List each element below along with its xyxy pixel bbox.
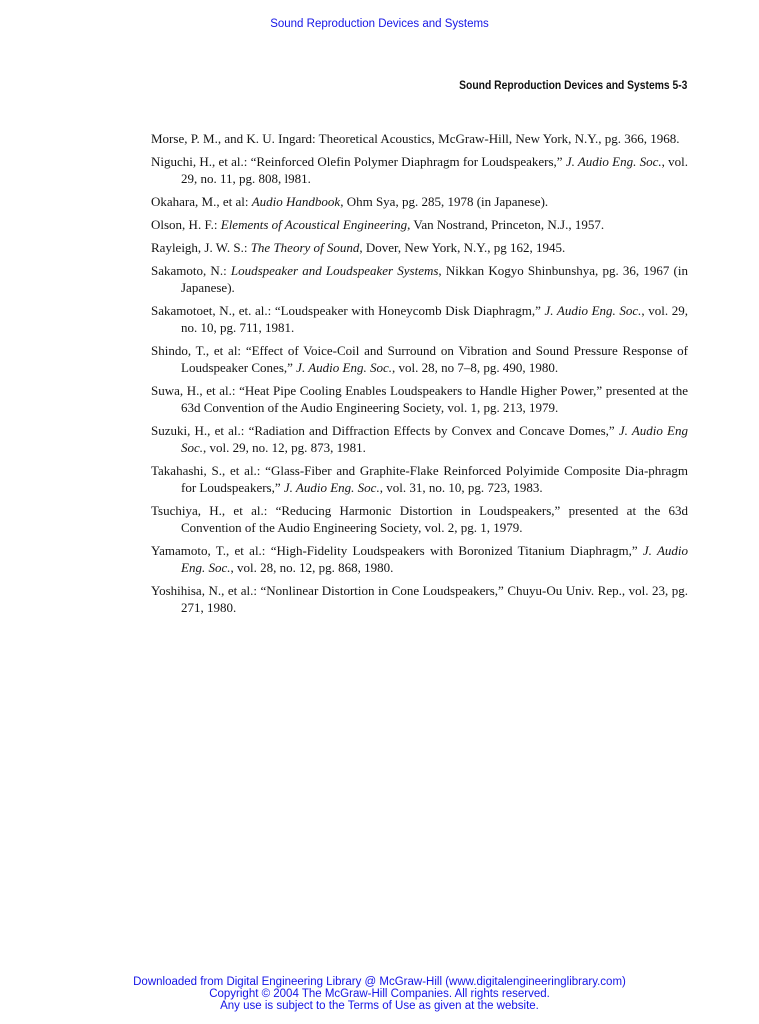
download-footer — [0, 976, 759, 1012]
reference-item — [151, 239, 688, 256]
footer-terms-link[interactable]: Any use is subject to the Terms of Use as given at the website. — [220, 1000, 539, 1012]
reference-text-after: , vol. 28, no 7–8, pg. 490, 1980. — [391, 360, 559, 375]
reference-text: Suzuki, H., et al.: “Radiation and Diffraction Effects by Convex and Concave Domes,” — [151, 423, 619, 438]
document-title-link[interactable]: Sound Reproduction Devices and Systems — [270, 18, 489, 30]
reference-italic: J. Audio Eng. Soc. — [544, 303, 642, 318]
reference-italic: J. Audio Eng. Soc. — [296, 360, 392, 375]
footer-copyright: Copyright © 2004 The McGraw-Hill Companies. All rights reserved. — [209, 988, 550, 1000]
reference-text-after: , vol. 29, no. 12, pg. 873, 1981. — [203, 440, 366, 455]
reference-text-after: , Ohm Sya, pg. 285, 1978 (in Japanese). — [340, 194, 549, 209]
reference-item — [151, 216, 688, 233]
reference-text-after: , Dover, New York, N.Y., pg 162, 1945. — [359, 240, 566, 255]
reference-italic: Loudspeaker and Loudspeaker Systems — [230, 263, 439, 278]
reference-text: Yoshihisa, N., et al.: “Nonlinear Distortion in Cone Loudspeakers,” Chuyu-Ou Univ. Rep., vol. 23, pg. 271, 1980. — [151, 583, 688, 615]
reference-text: Tsuchiya, H., et al.: “Reducing Harmonic Distortion in Loudspeakers,” presented at the 63d Convention of the Audio Engineering Society, vol. 2, pg. 1, 1979. — [151, 503, 688, 535]
reference-italic: Audio Handbook — [251, 194, 341, 209]
reference-text-after: , vol. 29, no. 11, pg. 808, l981. — [181, 154, 688, 186]
reference-italic: Elements of Acoustical Engineering — [220, 217, 408, 232]
reference-text: Sakamoto, N.: — [151, 263, 231, 278]
reference-text-after: , Van Nostrand, Princeton, N.J., 1957. — [407, 217, 605, 232]
reference-text: Rayleigh, J. W. S.: — [151, 240, 251, 255]
reference-item — [151, 422, 688, 456]
running-head: Sound Reproduction Devices and Systems 5-3 — [458, 78, 687, 92]
reference-text: Yamamoto, T., et al.: “High-Fidelity Loudspeakers with Boronized Titanium Diaphragm,” — [151, 543, 643, 558]
reference-item — [151, 193, 688, 210]
reference-text: Morse, P. M., and K. U. Ingard: Theoretical Acoustics, McGraw-Hill, New York, N.Y., pg. 366, 1968. — [151, 131, 680, 146]
reference-list — [151, 130, 688, 622]
reference-item — [151, 542, 688, 576]
reference-italic: J. Audio Eng Soc. — [181, 423, 688, 455]
reference-text-after: , vol. 29, no. 10, pg. 711, 1981. — [181, 303, 688, 335]
reference-text: Suwa, H., et al.: “Heat Pipe Cooling Enables Loudspeakers to Handle Higher Power,” presented at the 63d Convention of the Audio Engineering Society, vol. 1, pg. 213, 1979. — [151, 383, 688, 415]
reference-text: Okahara, M., et al: — [151, 194, 252, 209]
reference-italic: The Theory of Sound — [250, 240, 360, 255]
reference-item — [151, 382, 688, 416]
reference-text: Takahashi, S., et al.: “Glass-Fiber and Graphite-Flake Reinforced Polyimide Composite Dia-phragm for Loudspeakers,” — [151, 463, 688, 495]
reference-text: Olson, H. F.: — [151, 217, 221, 232]
reference-item — [151, 582, 688, 616]
reference-item — [151, 342, 688, 376]
reference-text: Sakamotoet, N., et. al.: “Loudspeaker with Honeycomb Disk Diaphragm,” — [151, 303, 545, 318]
reference-text-after: , vol. 28, no. 12, pg. 868, 1980. — [230, 560, 394, 575]
reference-item — [151, 153, 688, 187]
reference-italic: J. Audio Eng. Soc. — [181, 543, 688, 575]
reference-item — [151, 130, 688, 147]
reference-item — [151, 462, 688, 496]
reference-item — [151, 302, 688, 336]
reference-text-after: , Nikkan Kogyo Shinbunshya, pg. 36, 1967 (in Japanese). — [181, 263, 688, 295]
footer-download-link[interactable]: Downloaded from Digital Engineering Library @ McGraw-Hill (www.digitalengineeringlibrary.com) — [133, 976, 626, 988]
reference-item — [151, 502, 688, 536]
reference-item — [151, 262, 688, 296]
reference-text-after: , vol. 31, no. 10, pg. 723, 1983. — [379, 480, 543, 495]
reference-text: Shindo, T., et al: “Effect of Voice-Coil and Surround on Vibration and Sound Pressure Response of Loudspeaker Cones,” — [151, 343, 688, 375]
reference-italic: J. Audio Eng. Soc. — [283, 480, 380, 495]
reference-italic: J. Audio Eng. Soc. — [565, 154, 662, 169]
reference-text: Niguchi, H., et al.: “Reinforced Olefin Polymer Diaphragm for Loudspeakers,” — [151, 154, 566, 169]
